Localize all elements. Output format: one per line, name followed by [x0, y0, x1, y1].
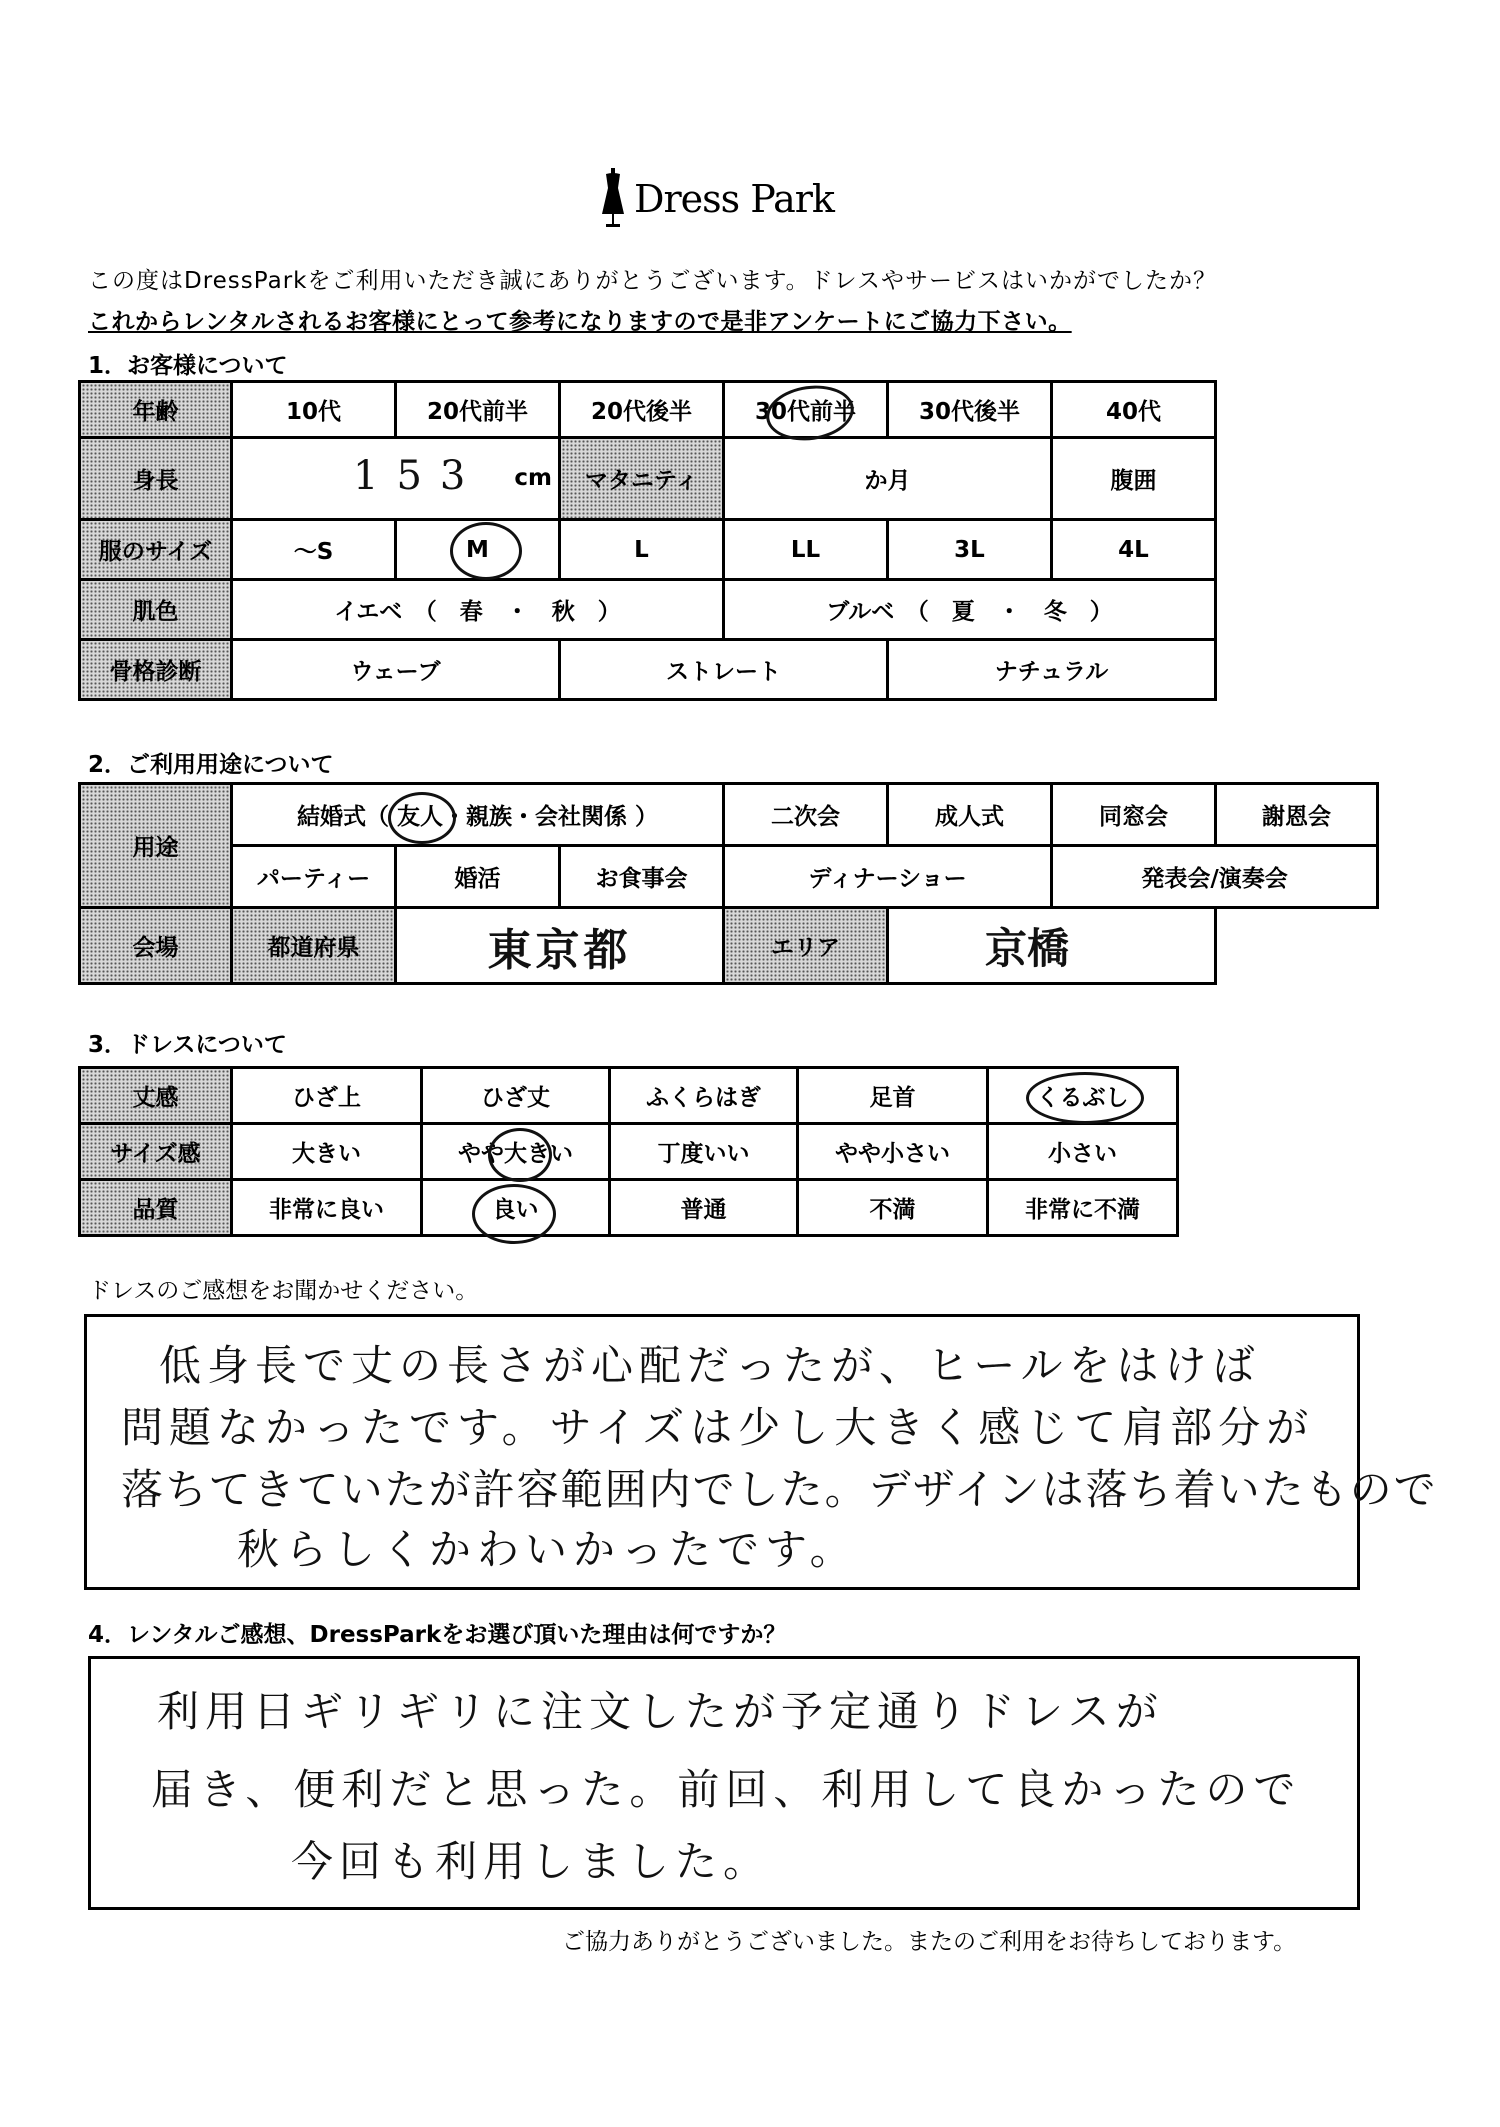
maternity-month-field[interactable] — [724, 438, 1052, 520]
section3-title: 3．ドレスについて — [88, 1032, 287, 1058]
impression-line: 低身長で丈の長さが心配だったが、ヒールをはけば — [159, 1341, 1261, 1390]
section4-title: 4．レンタルご感想、DressParkをお選び頂いた理由は何ですか？ — [88, 1622, 787, 1648]
skin-header: 肌色 — [80, 580, 232, 640]
skeleton-option[interactable]: ウェーブ — [232, 640, 560, 700]
height-field[interactable] — [232, 438, 560, 520]
waist-label: 腹囲 — [1052, 438, 1216, 520]
selection-circle — [472, 1184, 556, 1244]
reason-line: 届き、便利だと思った。前回、利用して良かったので — [151, 1765, 1302, 1814]
closing-message: ご協力ありがとうございました。またのご利用をお待ちしております。 — [562, 1929, 1297, 1955]
skeleton-option[interactable]: ストレート — [560, 640, 888, 700]
customer-table — [78, 380, 1217, 701]
purpose-option[interactable]: 成人式 — [888, 784, 1052, 846]
reason-line: 利用日ギリギリに注文したが予定通りドレスが — [157, 1687, 1164, 1736]
fit-option[interactable]: 丁度いい — [610, 1124, 798, 1180]
prefecture-value[interactable]: 東京都 — [396, 908, 724, 984]
size-option[interactable]: 4L — [1052, 520, 1216, 580]
month-unit: か月 — [864, 468, 911, 494]
quality-option[interactable]: 非常に不満 — [988, 1180, 1178, 1236]
logo-text: Dress Park — [634, 177, 834, 221]
area-value[interactable]: 京橋 — [888, 908, 1216, 984]
fit-option[interactable]: やや小さい — [798, 1124, 988, 1180]
quality-option[interactable]: 不満 — [798, 1180, 988, 1236]
fit-option[interactable]: 小さい — [988, 1124, 1178, 1180]
venue-header: 会場 — [80, 908, 232, 984]
quality-option-selected[interactable]: 良い — [422, 1180, 610, 1236]
selection-circle — [1026, 1072, 1144, 1124]
height-value: 153 — [353, 453, 484, 499]
dress-table — [78, 1066, 1179, 1237]
size-option[interactable]: ～S — [232, 520, 396, 580]
length-option[interactable]: ひざ上 — [232, 1068, 422, 1124]
purpose-option[interactable]: 婚活 — [396, 846, 560, 908]
height-unit: cm — [514, 465, 552, 491]
age-option-selected[interactable]: 30代前半 — [724, 382, 888, 438]
size-option[interactable]: L — [560, 520, 724, 580]
length-header: 丈感 — [80, 1068, 232, 1124]
size-option[interactable]: LL — [724, 520, 888, 580]
fit-option-selected[interactable]: やや大きい — [422, 1124, 610, 1180]
area-header: エリア — [724, 908, 888, 984]
quality-option[interactable]: 普通 — [610, 1180, 798, 1236]
height-header: 身長 — [80, 438, 232, 520]
age-option[interactable]: 30代後半 — [888, 382, 1052, 438]
logo — [600, 168, 834, 230]
section1-title: 1．お客様について — [88, 353, 288, 379]
quality-option[interactable]: 非常に良い — [232, 1180, 422, 1236]
skeleton-header: 骨格診断 — [80, 640, 232, 700]
impression-line: 問題なかったです。サイズは少し大きく感じて肩部分が — [121, 1403, 1315, 1452]
length-option-selected[interactable]: くるぶし — [988, 1068, 1178, 1124]
purpose-header: 用途 — [80, 784, 232, 908]
age-option[interactable]: 40代 — [1052, 382, 1216, 438]
impression-box[interactable] — [84, 1314, 1438, 1590]
impression-line: 秋らしくかわいかったです。 — [237, 1525, 858, 1574]
length-option[interactable]: 足首 — [798, 1068, 988, 1124]
fit-header: サイズ感 — [80, 1124, 232, 1180]
impression-line: 落ちてきていたが許容範囲内でした。デザインは落ち着いたもので — [121, 1465, 1438, 1514]
purpose-option[interactable]: パーティー — [232, 846, 396, 908]
section2-title: 2．ご利用用途について — [88, 752, 334, 778]
skin-blue-base[interactable]: ブルベ （ 夏 ・ 冬 ） — [724, 580, 1216, 640]
size-option-selected[interactable]: M — [396, 520, 560, 580]
selection-circle — [488, 1128, 552, 1182]
skeleton-option[interactable]: ナチュラル — [888, 640, 1216, 700]
skin-yellow-base[interactable]: イエベ （ 春 ・ 秋 ） — [232, 580, 724, 640]
age-option[interactable]: 10代 — [232, 382, 396, 438]
reason-box[interactable] — [88, 1656, 1360, 1910]
purpose-option[interactable]: 謝恩会 — [1216, 784, 1378, 846]
selection-circle — [388, 792, 456, 844]
maternity-header: マタニティ — [560, 438, 724, 520]
purpose-option[interactable]: 同窓会 — [1052, 784, 1216, 846]
purpose-option[interactable]: 発表会/演奏会 — [1052, 846, 1378, 908]
age-option[interactable]: 20代前半 — [396, 382, 560, 438]
intro-request: これからレンタルされるお客様にとって参考になりますので是非アンケートにご協力下さい。 — [88, 309, 1072, 335]
length-option[interactable]: ひざ丈 — [422, 1068, 610, 1124]
size-header: 服のサイズ — [80, 520, 232, 580]
impression-title: ドレスのご感想をお聞かせください。 — [88, 1278, 479, 1304]
purpose-option[interactable]: ディナーショー — [724, 846, 1052, 908]
selection-circle — [450, 522, 522, 580]
prefecture-header: 都道府県 — [232, 908, 396, 984]
purpose-option[interactable]: 二次会 — [724, 784, 888, 846]
age-header: 年齢 — [80, 382, 232, 438]
size-option[interactable]: 3L — [888, 520, 1052, 580]
purpose-option[interactable]: お食事会 — [560, 846, 724, 908]
dress-form-icon — [600, 168, 626, 230]
age-option[interactable]: 20代後半 — [560, 382, 724, 438]
quality-header: 品質 — [80, 1180, 232, 1236]
fit-option[interactable]: 大きい — [232, 1124, 422, 1180]
length-option[interactable]: ふくらはぎ — [610, 1068, 798, 1124]
reason-line: 今回も利用しました。 — [291, 1837, 772, 1886]
intro-text: この度はDressParkをご利用いただき誠にありがとうございます。ドレスやサービスはいかがでしたか？ — [88, 268, 1217, 294]
usage-table — [78, 782, 1379, 985]
purpose-wedding[interactable]: 結婚式（ 友人・親族・会社関係 ） — [232, 784, 724, 846]
